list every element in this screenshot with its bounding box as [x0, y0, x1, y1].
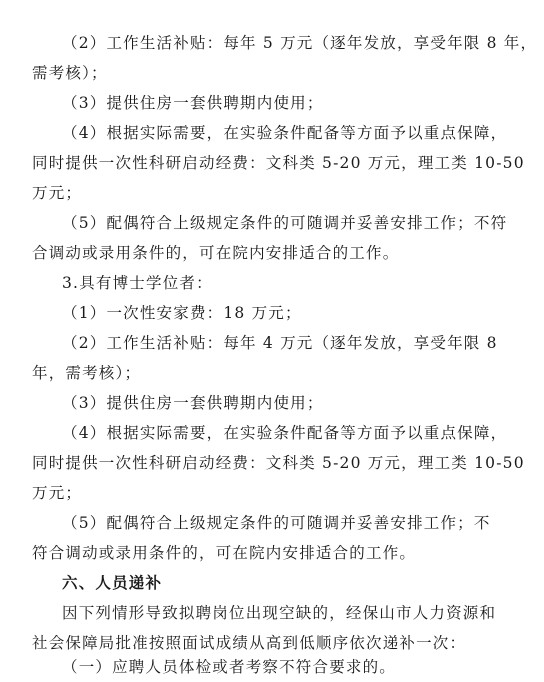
line-settling-allowance: （1）一次性安家费：18 万元；	[62, 304, 302, 322]
section-doctorate-heading: 3.具有博士学位者：	[62, 274, 213, 292]
line-startup-funds: 同时提供一次性科研启动经费：文科类 5-20 万元，理工类 10-50	[32, 154, 525, 172]
line-research-support-2: （4）根据实际需要，在实验条件配备等方面予以重点保障，	[62, 424, 508, 442]
line-startup-funds-unit: 万元；	[32, 184, 83, 202]
section-heading-replacement: 六、人员递补	[62, 573, 163, 592]
line-spouse-placement-2-cont: 符合调动或录用条件的，可在院内安排适合的工作。	[32, 544, 417, 562]
line-housing: （3）提供住房一套供聘期内使用；	[62, 94, 324, 112]
line-work-subsidy-4: （2）工作生活补贴：每年 4 万元（逐年发放，享受年限 8	[62, 334, 498, 352]
line-work-subsidy-5: （2）工作生活补贴：每年 5 万元（逐年发放，享受年限 8 年，	[62, 34, 538, 52]
line-spouse-placement: （5）配偶符合上级规定条件的可随调并妥善安排工作；不符	[62, 214, 508, 232]
line-replacement-case-1: （一）应聘人员体检或者考察不符合要求的。	[62, 658, 397, 676]
line-housing-2: （3）提供住房一套供聘期内使用；	[62, 394, 324, 412]
line-spouse-placement-cont: 合调动或录用条件的，可在院内安排适合的工作。	[32, 244, 400, 262]
line-spouse-placement-2: （5）配偶符合上级规定条件的可随调并妥善安排工作；不	[62, 514, 491, 532]
line-research-support: （4）根据实际需要，在实验条件配备等方面予以重点保障，	[62, 124, 508, 142]
line-assessment-note: 需考核）；	[32, 64, 108, 82]
line-startup-funds-unit-2: 万元；	[32, 484, 83, 502]
line-startup-funds-2: 同时提供一次性科研启动经费：文科类 5-20 万元，理工类 10-50	[32, 454, 525, 472]
line-replacement-rule-cont: 社会保障局批准按照面试成绩从高到低顺序依次递补一次：	[32, 634, 467, 652]
line-work-subsidy-4-cont: 年，需考核）；	[32, 364, 142, 382]
line-replacement-rule: 因下列情形导致拟聘岗位出现空缺的，经保山市人力资源和	[62, 604, 497, 622]
